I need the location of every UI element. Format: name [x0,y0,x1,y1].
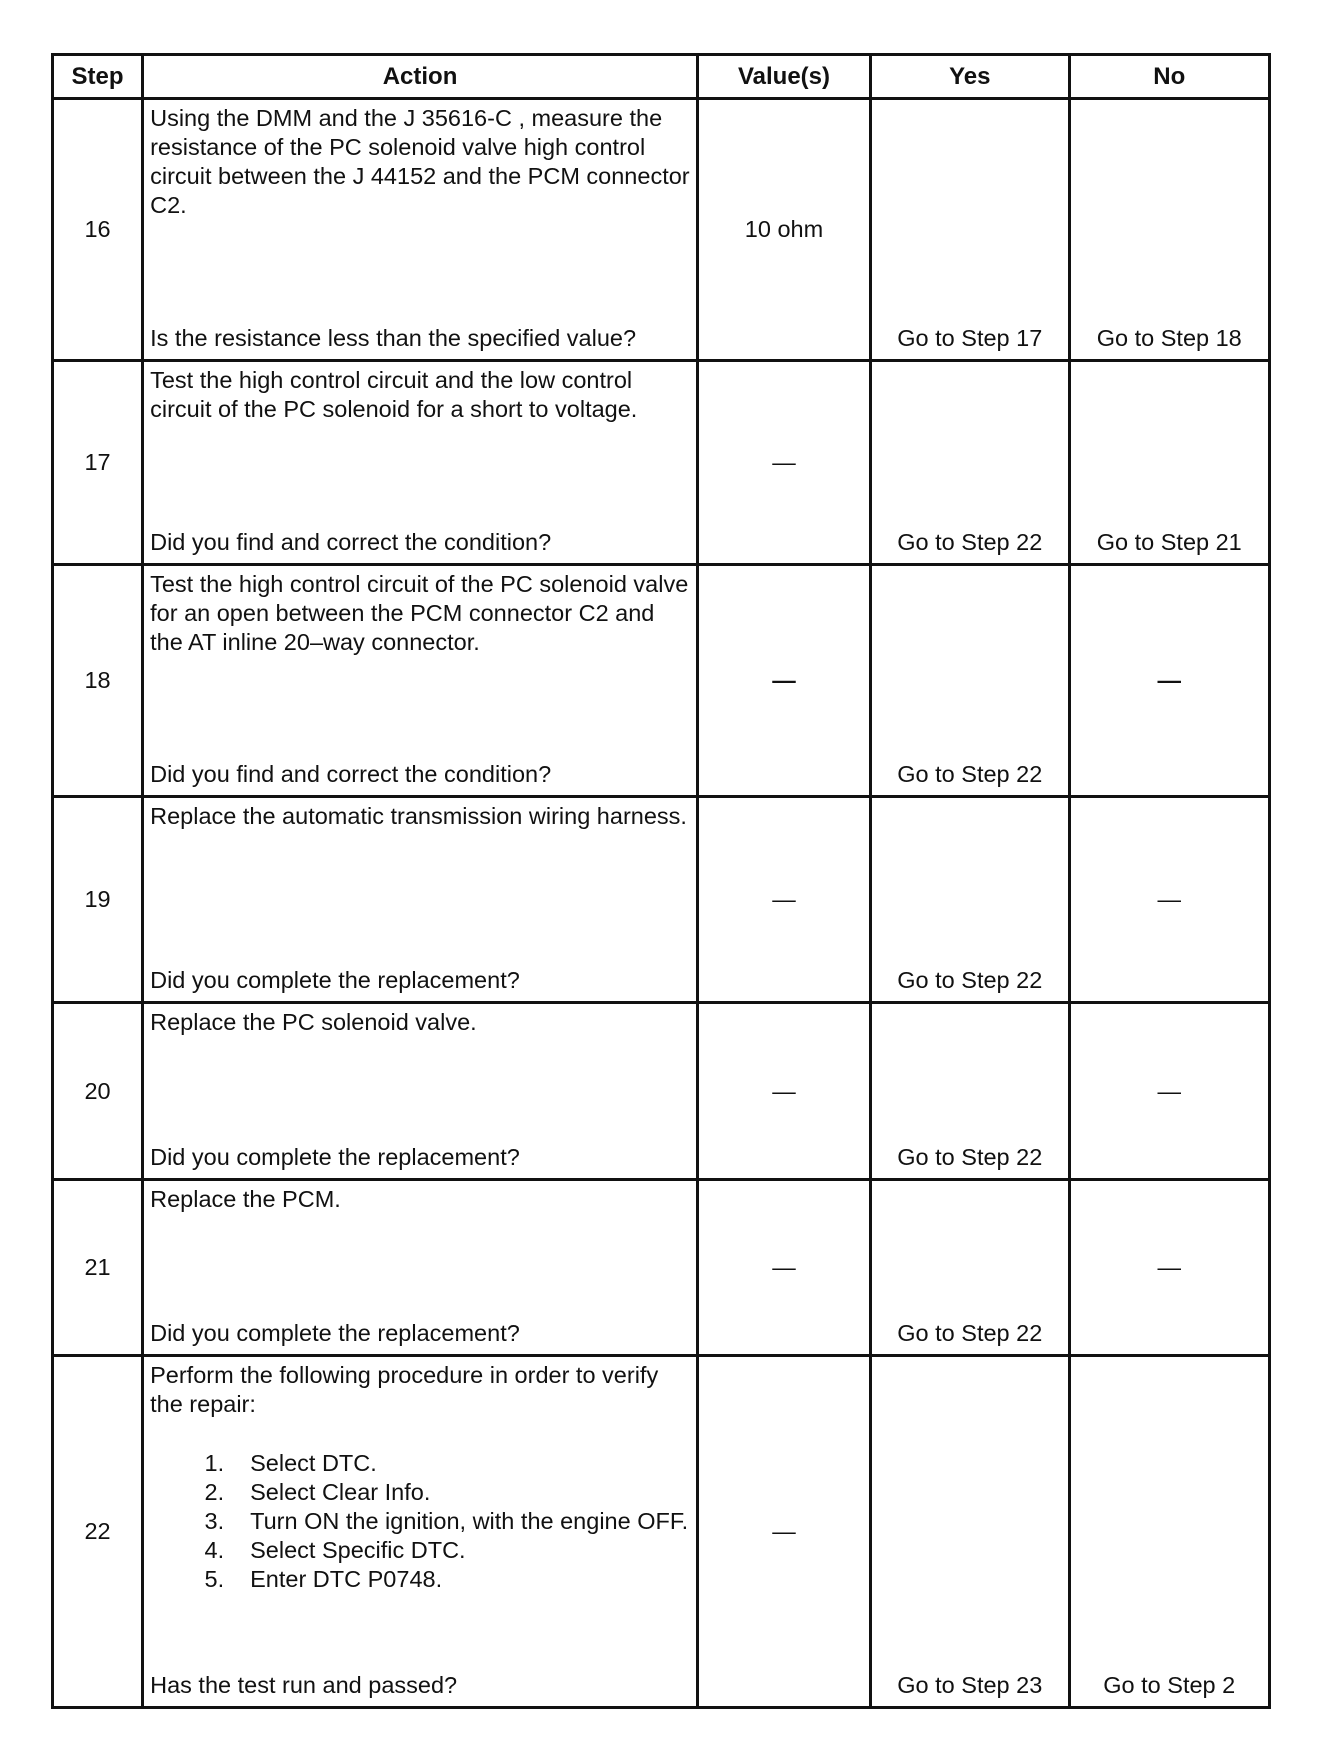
header-no: No [1069,55,1270,99]
no-cell: Go to Step 18 [1069,99,1270,361]
action-text: Replace the automatic transmission wiring harness. [150,803,687,829]
procedure-step: 3. Turn ON the ignition, with the engine OFF. [204,1508,689,1534]
step-number: 16 [53,99,143,361]
action-cell [143,1356,698,1708]
step-number: 21 [53,1180,143,1356]
table-row [53,797,1270,1003]
procedure-step: 5. Enter DTC P0748. [204,1566,443,1592]
no-cell: Go to Step 21 [1069,361,1270,565]
no-cell: — [1069,1003,1270,1180]
action-question: Did you complete the replacement? [150,1144,520,1170]
action-cell [143,1180,698,1356]
value-cell: — [697,565,870,797]
step-number: 22 [53,1356,143,1708]
yes-cell: Go to Step 23 [871,1356,1069,1708]
value-cell: — [697,1356,870,1708]
action-text: Using the DMM and the J 35616-C , measure the resistance of the PC solenoid valve high control circuit between the J 44152 and the PCM connector C2. [150,105,690,218]
action-cell [143,1003,698,1180]
header-step: Step [53,55,143,99]
action-question: Is the resistance less than the specified value? [150,325,637,351]
no-cell: Go to Step 2 [1069,1356,1270,1708]
step-number: 19 [53,797,143,1003]
header-yes: Yes [871,55,1069,99]
table-row [53,1356,1270,1708]
yes-cell: Go to Step 22 [871,361,1069,565]
no-cell: — [1069,565,1270,797]
action-cell [143,361,698,565]
yes-cell: Go to Step 17 [871,99,1069,361]
value-cell: — [697,1003,870,1180]
value-cell: — [697,1180,870,1356]
no-cell: — [1069,1180,1270,1356]
procedure-step: 2. Select Clear Info. [204,1479,431,1505]
action-cell [143,99,698,361]
yes-cell: Go to Step 22 [871,565,1069,797]
action-text: Test the high control circuit of the PC solenoid valve for an open between the PCM connector C2 and the AT inline 20–way connector. [150,571,689,655]
value-cell: — [697,797,870,1003]
header-action: Action [143,55,698,99]
step-number: 18 [53,565,143,797]
action-cell [143,565,698,797]
action-question: Did you complete the replacement? [150,967,520,993]
action-text: Replace the PC solenoid valve. [150,1009,477,1035]
table-row [53,1003,1270,1180]
action-question: Did you complete the replacement? [150,1320,520,1346]
yes-cell: Go to Step 22 [871,797,1069,1003]
yes-cell: Go to Step 22 [871,1003,1069,1180]
value-cell: 10 ohm [697,99,870,361]
action-question: Did you find and correct the condition? [150,529,552,555]
action-question: Has the test run and passed? [150,1672,458,1698]
action-text: Perform the following procedure in order to verify the repair: [150,1362,659,1417]
step-number: 20 [53,1003,143,1180]
action-question: Did you find and correct the condition? [150,761,552,787]
table-row [53,361,1270,565]
procedure-list [150,1449,690,1594]
yes-cell: Go to Step 22 [871,1180,1069,1356]
action-text: Replace the PCM. [150,1186,341,1212]
no-cell: — [1069,797,1270,1003]
step-number: 17 [53,361,143,565]
action-cell [143,797,698,1003]
table-row [53,1180,1270,1356]
value-cell: — [697,361,870,565]
table-row [53,99,1270,361]
header-values: Value(s) [697,55,870,99]
header-row [53,55,1270,99]
table-row [53,565,1270,797]
diagnostic-table [51,53,1271,1709]
action-text: Test the high control circuit and the low control circuit of the PC solenoid for a short to voltage. [150,367,638,422]
procedure-step: 4. Select Specific DTC. [204,1537,466,1563]
procedure-step: 1. Select DTC. [204,1450,377,1476]
